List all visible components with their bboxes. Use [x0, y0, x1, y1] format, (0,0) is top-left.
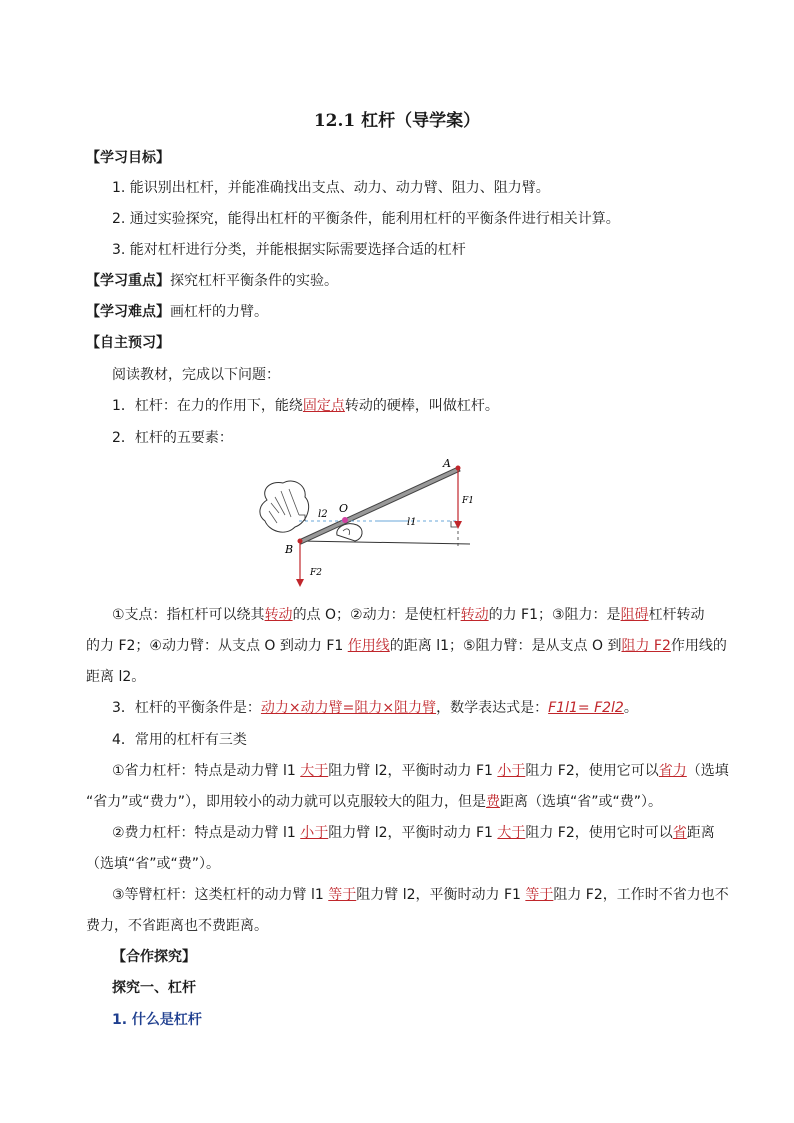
question-4: 4．常用的杠杆有三类 [112, 732, 247, 748]
class-2-line-2: （选填“省”或“费”）。 [86, 856, 221, 872]
label-o: O [339, 502, 349, 515]
question-2: 2．杠杆的五要素： [112, 430, 233, 446]
q3-answer-1: 动力×动力臂=阻力×阻力臂 [260, 700, 437, 716]
ground-line [300, 541, 470, 544]
goal-item-3: 3. 能对杠杆进行分类，并能根据实际需要选择合适的杠杆 [112, 242, 466, 258]
class-1-line-1: ①省力杠杆：特点是动力臂 l1 大于阻力臂 l2，平衡时动力 F1 小于阻力 F2，使用它可以省力（选填 [112, 763, 729, 779]
point-a [456, 466, 461, 471]
goal-item-1: 1. 能识别出杠杆，并能准确找出支点、动力、动力臂、阻力、阻力臂。 [112, 180, 550, 196]
preview-intro: 阅读教材，完成以下问题： [112, 367, 280, 383]
key-point-label: 【学习重点】 [86, 273, 170, 289]
question-3: 3．杠杆的平衡条件是：动力×动力臂=阻力×阻力臂，数学表达式是：F1l1= F2l2。 [112, 700, 638, 716]
question-1 [112, 395, 499, 415]
coop-heading: 【合作探究】 [112, 949, 196, 965]
q3-answer-2: F1l1= F2l2 [548, 700, 624, 716]
preview-heading: 【自主预习】 [86, 335, 170, 351]
q1-text: 1．杠杆：在力的作用下，能绕 [112, 398, 303, 414]
lever-rod [299, 467, 460, 544]
label-a: A [443, 457, 451, 470]
goals-heading: 【学习目标】 [86, 150, 170, 166]
class-3-line-2: 费力，不省距离也不费距离。 [86, 918, 268, 934]
class-1-line-2: “省力”或“费力”），即用较小的动力就可以克服较大的阻力，但是费距离（选填“省”或“费”）。 [86, 794, 663, 810]
elements-line-3: 距离 l2。 [86, 669, 146, 685]
lever-diagram [255, 455, 485, 590]
point-o [342, 517, 348, 523]
difficulty-label: 【学习难点】 [86, 304, 170, 320]
key-point [86, 270, 338, 290]
label-f2: F2 [310, 568, 322, 578]
coop-subheading: 探究一、杠杆 [112, 980, 196, 996]
difficulty [86, 301, 268, 321]
coop-item-1: 1. 什么是杠杆 [112, 1012, 202, 1028]
label-l1: l1 [407, 517, 417, 528]
q1-answer: 固定点 [302, 398, 345, 414]
difficulty-text: 画杠杆的力臂。 [170, 304, 268, 320]
goal-item-2: 2. 通过实验探究，能得出杠杆的平衡条件，能利用杠杆的平衡条件进行相关计算。 [112, 211, 620, 227]
elements-line-2: 的力 F2；④动力臂：从支点 O 到动力 F1 作用线的距离 l1；⑤阻力臂：是从支点 O 到阻力 F2作用线的 [86, 638, 727, 654]
class-2-line-1: ②费力杠杆：特点是动力臂 l1 小于阻力臂 l2，平衡时动力 F1 大于阻力 F2，使用它时可以省距离 [112, 825, 715, 841]
q1-text-end: 转动的硬棒，叫做杠杆。 [344, 398, 499, 414]
point-b [298, 539, 303, 544]
label-f1: F1 [462, 496, 474, 506]
key-point-text: 探究杠杆平衡条件的实验。 [170, 273, 338, 289]
class-3-line-1: ③等臂杠杆：这类杠杆的动力臂 l1 等于阻力臂 l2，平衡时动力 F1 等于阻力 F2，工作时不省力也不 [112, 887, 729, 903]
elements-line-1: ①支点：指杠杆可以绕其转动的点 O；②动力：是使杠杆转动的力 F1；③阻力：是阻碍杠杆转动 [112, 607, 705, 623]
page-title: 12.1 杠杆（导学案） [313, 111, 481, 131]
label-l2: l2 [318, 509, 328, 520]
rock-icon [260, 481, 309, 532]
label-b: B [285, 543, 294, 556]
